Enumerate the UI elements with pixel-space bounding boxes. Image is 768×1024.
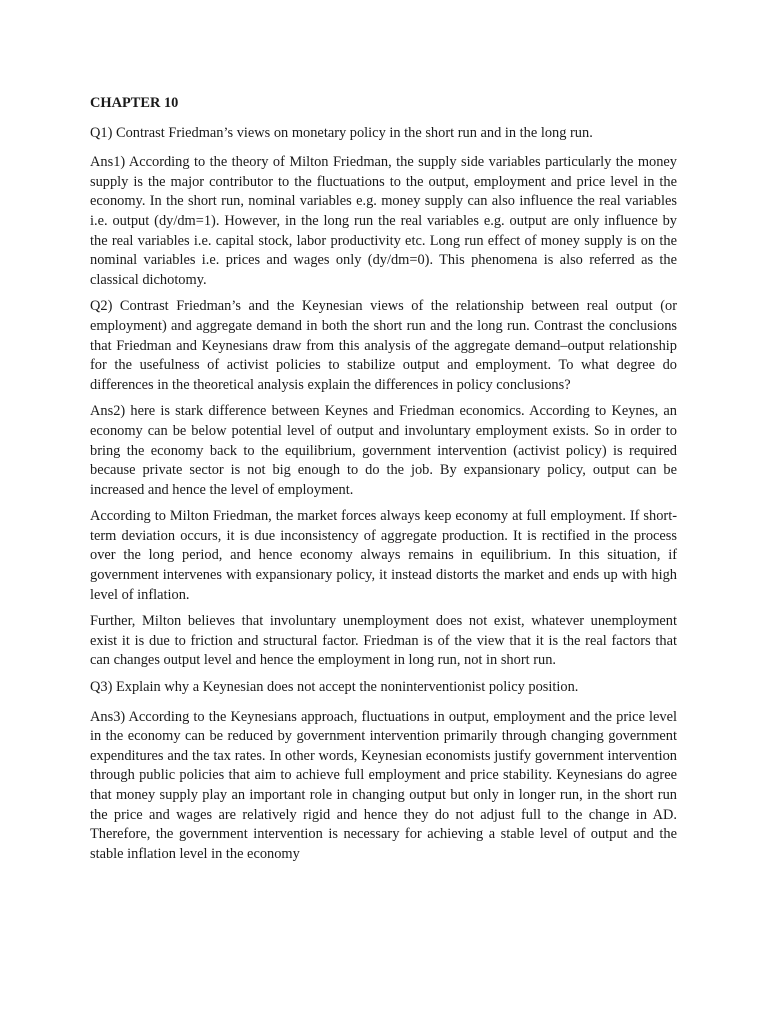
question-1: Q1) Contrast Friedman’s views on monetary policy in the short run and in the long run.: [90, 124, 593, 141]
answer-2-paragraph-1: Ans2) here is stark difference between Keynes and Friedman economics. According to Keynes, an economy can be below potential level of output and involuntary employment exists. So in order to bring the economy back to the equilibrium, government intervention (activist policy) is required because private sector is not big enough to do the job. By expansionary policy, output can be increased and hence the level of employment.: [90, 403, 677, 498]
question-3: Q3) Explain why a Keynesian does not accept the noninterventionist policy position.: [90, 679, 579, 696]
answer-1: Ans1) According to the theory of Milton Friedman, the supply side variables particularly the money supply is the major contributor to the fluctuations to the output, employment and price level in the economy. In the short run, nominal variables e.g. money supply can also influence the real variables i.e. output (dy/dm=1). However, in the long run the real variables e.g. output are only influence by the real variables i.e. capital stock, labor productivity etc. Long run effect of money supply is on the nominal variables i.e. prices and wages only (dy/dm=0). This phenomena is also referred as the classical dichotomy.: [90, 154, 677, 288]
answer-3: Ans3) According to the Keynesians approach, fluctuations in output, employment and the price level in the economy can be reduced by government intervention primarily through changing government expenditures and the tax rates. In other words, Keynesian economists justify government intervention through public policies that aim to achieve full employment and price stability. Keynesians do agree that money supply play an important role in changing output but only in longer run, in the short run the price and wages are relatively rigid and hence they do not adjust full to the change in AD. Therefore, the government intervention is necessary for achieving a stable level of output and the stable inflation level in the economy: [90, 708, 677, 862]
chapter-heading: CHAPTER 10: [90, 95, 179, 111]
question-2: Q2) Contrast Friedman’s and the Keynesian views of the relationship between real output (or employment) and aggregate demand in both the short run and the long run. Contrast the conclusions that Friedman and Keynesians draw from this analysis of the aggregate demand–output relationship for the usefulness of activist policies to stabilize output and employment. To what degree do differences in the theoretical analysis explain the differences in policy conclusions?: [90, 298, 677, 393]
answer-2-paragraph-3: Further, Milton believes that involuntary unemployment does not exist, whatever unemployment exist it is due to friction and structural factor. Friedman is of the view that it is the real factors that can changes output level and hence the employment in long run, not in short run.: [90, 613, 677, 669]
document-page: [90, 88, 677, 871]
answer-2-paragraph-2: According to Milton Friedman, the market forces always keep economy at full employment. If short-term deviation occurs, it is due inconsistency of aggregate production. It is rectified in the process over the long period, and hence economy always remains in equilibrium. In this situation, if government intervenes with expansionary policy, it instead distorts the market and ends up with high level of inflation.: [90, 508, 677, 603]
